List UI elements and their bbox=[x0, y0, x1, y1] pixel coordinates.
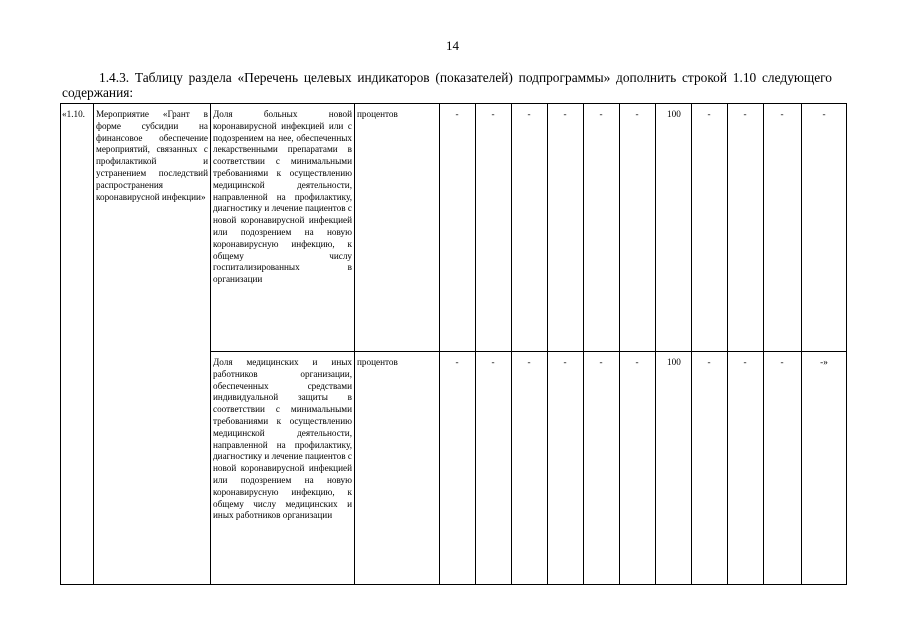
measure-name: Мероприятие «Грант в форме субсидии на финансовое обеспечение мероприятий, связанных с профилактикой и устранением последствий распространения коронавирусной инфекции» bbox=[96, 109, 208, 202]
value-cell: 100 bbox=[667, 357, 681, 367]
value-cell: - bbox=[563, 109, 567, 119]
value-cell: - bbox=[491, 109, 495, 119]
value-cell: - bbox=[707, 109, 711, 119]
value-cell: - bbox=[491, 357, 495, 367]
indicator-table bbox=[60, 103, 847, 585]
value-cell: - bbox=[527, 109, 531, 119]
value-cell: - bbox=[455, 109, 459, 119]
col-divider bbox=[691, 104, 692, 584]
value-cell: - bbox=[780, 357, 784, 367]
value-cell: - bbox=[635, 109, 639, 119]
col-divider bbox=[439, 104, 440, 584]
unit-of-measure: процентов bbox=[357, 109, 398, 119]
value-cell: - bbox=[822, 109, 826, 119]
value-cell: 100 bbox=[667, 109, 681, 119]
page-number: 14 bbox=[446, 38, 459, 53]
value-cell: - bbox=[743, 109, 747, 119]
value-cell: - bbox=[707, 357, 711, 367]
value-cell: - bbox=[455, 357, 459, 367]
value-cell: - bbox=[780, 109, 784, 119]
value-cell: - bbox=[527, 357, 531, 367]
indicator-name: Доля медицинских и иных работников организации, обеспеченных средствами индивидуальной защиты в соответствии с минимальными требованиями к осуществлению медицинской деятельности, направленной на профилактику, диагностику и лечение пациентов с новой коронавирусной инфекцией или подозрением на новую коронавирусную инфекцию, к общему числу медицинских и иных работников организации bbox=[213, 357, 352, 521]
indicator-name: Доля больных новой коронавирусной инфекцией или с подозрением на нее, обеспеченных лекарственными препаратами в соответствии с минимальными требованиями к осуществлению медицинской деятельности, направленной на профилактику, диагностику и лечение пациентов с новой коронавирусной инфекцией или подозрением на новую коронавирусную инфекцию, к общему числу госпитализированных в организации bbox=[213, 109, 352, 285]
col-divider bbox=[583, 104, 584, 584]
value-cell: - bbox=[563, 357, 567, 367]
col-divider bbox=[511, 104, 512, 584]
unit-of-measure: процентов bbox=[357, 357, 398, 367]
col-divider bbox=[619, 104, 620, 584]
col-divider bbox=[93, 104, 94, 584]
row-divider bbox=[210, 351, 847, 352]
value-cell: - bbox=[599, 357, 603, 367]
col-divider bbox=[210, 104, 211, 584]
col-divider bbox=[801, 104, 802, 584]
col-divider bbox=[727, 104, 728, 584]
col-divider bbox=[655, 104, 656, 584]
col-divider bbox=[475, 104, 476, 584]
col-divider bbox=[547, 104, 548, 584]
col-divider bbox=[763, 104, 764, 584]
value-cell: - bbox=[743, 357, 747, 367]
intro-paragraph: 1.4.3. Таблицу раздела «Перечень целевых индикаторов (показателей) подпрограммы» дополнить строкой 1.10 следующего содержания: bbox=[62, 70, 832, 100]
value-cell: - bbox=[635, 357, 639, 367]
col-divider bbox=[354, 104, 355, 584]
value-cell: -» bbox=[820, 357, 828, 367]
value-cell: - bbox=[599, 109, 603, 119]
row-number: «1.10. bbox=[62, 109, 85, 119]
